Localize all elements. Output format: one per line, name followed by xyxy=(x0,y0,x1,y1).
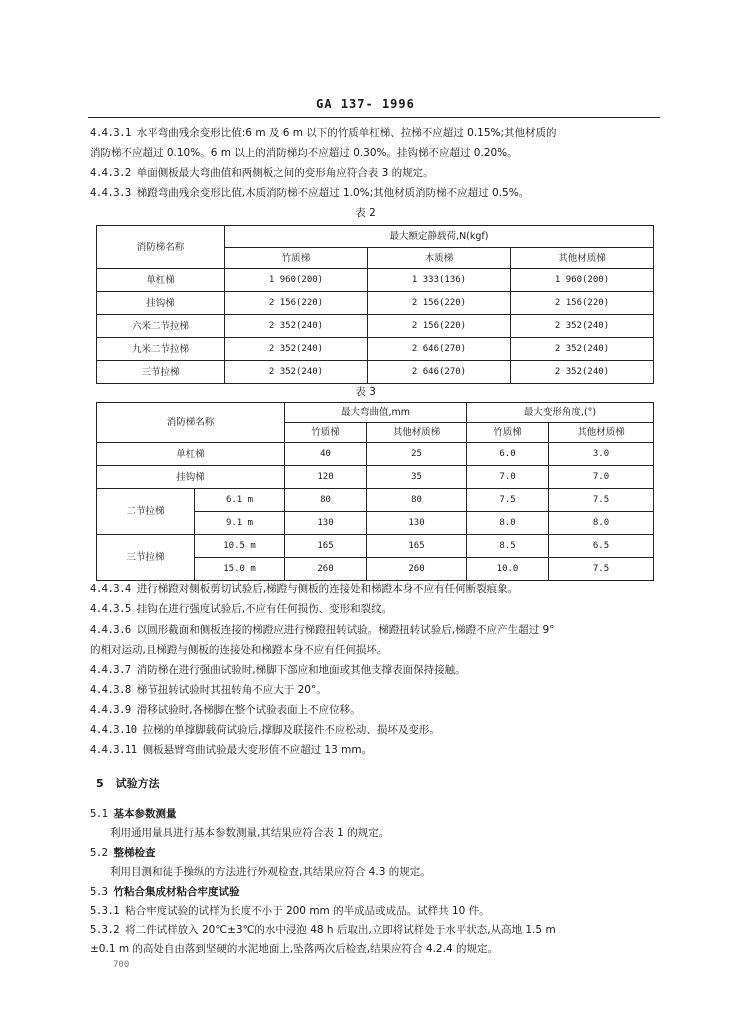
cell: 3.0 xyxy=(549,443,654,466)
cell: 1 333(136) xyxy=(368,269,511,292)
table-row xyxy=(97,466,654,489)
clause-5-3-2: 5.3.2 将二件试样放入 20℃±3℃的水中浸泡 48 h 后取出,立即将试样处于水平状态,从高地 1.5 m xyxy=(90,924,556,936)
cell: 6.5 xyxy=(549,535,654,558)
cell: 35 xyxy=(367,466,467,489)
table-row xyxy=(97,269,654,292)
clause-5-3-1: 5.3.1 粘合牢度试验的试样为长度不小于 200 mm 的半成品或成品。试样共 10 件。 xyxy=(90,905,490,917)
cell: 80 xyxy=(285,489,367,512)
row-sublabel: 6.1 m xyxy=(195,489,285,512)
table3-col-name: 消防梯名称 xyxy=(97,403,285,443)
table-3 xyxy=(96,402,654,581)
row-sublabel: 10.5 m xyxy=(195,535,285,558)
table2-subcol: 竹质梯 xyxy=(225,248,368,269)
cell: 2 352(240) xyxy=(511,315,654,338)
table-row xyxy=(97,338,654,361)
cell: 165 xyxy=(285,535,367,558)
cell: 2 156(220) xyxy=(511,292,654,315)
cell: 2 352(240) xyxy=(511,338,654,361)
clause-5-1: 5.1 基本参数测量 xyxy=(90,808,177,820)
cell: 8.0 xyxy=(467,512,549,535)
row-label: 九米二节拉梯 xyxy=(97,338,225,361)
table-row xyxy=(97,535,654,558)
cell: 2 646(270) xyxy=(368,361,511,384)
clause-5-3-2-cont: ±0.1 m 的高处自由落到坚硬的水泥地面上,坠落两次后检查,结果应符合 4.2.4 的规定。 xyxy=(90,943,498,955)
clause-4-4-3-9: 4.4.3.9 滑移试验时,各梯脚在整个试验表面上不应位移。 xyxy=(90,704,361,716)
row-group-label: 三节拉梯 xyxy=(97,535,195,581)
cell: 260 xyxy=(367,558,467,581)
clause-5-3: 5.3 竹粘合集成材粘合牢度试验 xyxy=(90,886,240,898)
cell: 8.5 xyxy=(467,535,549,558)
row-sublabel: 9.1 m xyxy=(195,512,285,535)
table-2 xyxy=(96,225,654,384)
cell: 2 156(220) xyxy=(368,315,511,338)
row-label: 挂钩梯 xyxy=(97,466,285,489)
row-label: 三节拉梯 xyxy=(97,361,225,384)
cell: 260 xyxy=(285,558,367,581)
page-number: 700 xyxy=(113,960,130,970)
table2-subcol: 木质梯 xyxy=(368,248,511,269)
table3-subcol: 竹质梯 xyxy=(285,423,367,443)
table3-subcol: 竹质梯 xyxy=(467,423,549,443)
clause-5-2-body: 利用目测和徒手操纵的方法进行外观检查,其结果应符合 4.3 的规定。 xyxy=(110,866,431,878)
cell: 10.0 xyxy=(467,558,549,581)
cell: 2 156(220) xyxy=(225,292,368,315)
row-group-label: 二节拉梯 xyxy=(97,489,195,535)
cell: 7.0 xyxy=(549,466,654,489)
section-heading: 5 试验方法 xyxy=(96,777,160,790)
cell: 7.5 xyxy=(467,489,549,512)
table-row xyxy=(97,315,654,338)
row-label: 六米二节拉梯 xyxy=(97,315,225,338)
clause-5-2: 5.2 整梯检查 xyxy=(90,847,156,859)
cell: 40 xyxy=(285,443,367,466)
cell: 130 xyxy=(285,512,367,535)
cell: 2 352(240) xyxy=(225,361,368,384)
clause-4-4-3-4: 4.4.3.4 进行梯蹬对侧板剪切试验后,梯蹬与侧板的连接处和梯蹬本身不应有任何断裂痕象。 xyxy=(90,583,519,595)
clause-4-4-3-1: 4.4.3.1 水平弯曲残余变形比值:6 m 及 6 m 以下的竹质单杠梯、拉梯不应超过 0.15%;其他材质的 xyxy=(90,127,557,139)
clause-4-4-3-2: 4.4.3.2 单面侧板最大弯曲值和两侧板之间的变形角应符合表 3 的规定。 xyxy=(90,167,434,179)
clause-4-4-3-10: 4.4.3.10 拉梯的单撑脚载荷试验后,撑脚及联接件不应松动、损坏及变形。 xyxy=(90,724,440,736)
cell: 120 xyxy=(285,466,367,489)
row-label: 单杠梯 xyxy=(97,269,225,292)
row-label: 挂钩梯 xyxy=(97,292,225,315)
standard-code-header: GA 137- 1996 xyxy=(316,97,415,111)
table-row xyxy=(97,489,654,512)
cell: 80 xyxy=(367,489,467,512)
cell: 2 156(220) xyxy=(368,292,511,315)
clause-4-4-3-7: 4.4.3.7 消防梯在进行强曲试验时,梯脚下部应和地面或其他支撑表面保持接触。 xyxy=(90,664,466,676)
row-label: 单杠梯 xyxy=(97,443,285,466)
cell: 7.5 xyxy=(549,489,654,512)
cell: 130 xyxy=(367,512,467,535)
table3-caption: 表 3 xyxy=(355,386,376,398)
table2-col-name: 消防梯名称 xyxy=(97,226,225,269)
cell: 2 352(240) xyxy=(225,315,368,338)
clause-4-4-3-6: 4.4.3.6 以圆形截面和侧板连接的梯蹬应进行梯蹬扭转试验。梯蹬扭转试验后,梯蹬不应产生超过 9° xyxy=(90,624,555,636)
table-row xyxy=(97,443,654,466)
cell: 2 352(240) xyxy=(225,338,368,361)
cell: 25 xyxy=(367,443,467,466)
table-row xyxy=(97,292,654,315)
clause-4-4-3-11: 4.4.3.11 侧板悬臂弯曲试验最大变形值不应超过 13 mm。 xyxy=(90,744,373,756)
cell: 1 960(200) xyxy=(225,269,368,292)
cell: 2 352(240) xyxy=(511,361,654,384)
clause-4-4-3-3: 4.4.3.3 梯蹬弯曲残余变形比值,木质消防梯不应超过 1.0%;其他材质消防梯不应超过 0.5%。 xyxy=(90,187,530,199)
clause-4-4-3-8: 4.4.3.8 梯节扭转试验时其扭转角不应大于 20°。 xyxy=(90,684,327,696)
table3-group2-header: 最大变形角度,(°) xyxy=(467,403,654,423)
row-sublabel: 15.0 m xyxy=(195,558,285,581)
table3-group1-header: 最大弯曲值,mm xyxy=(285,403,467,423)
table3-subcol: 其他材质梯 xyxy=(367,423,467,443)
table2-subcol: 其他材质梯 xyxy=(511,248,654,269)
clause-4-4-3-6-cont: 的相对运动,且梯蹬与侧板的连接处和梯蹬本身不应有任何损坏。 xyxy=(90,644,388,656)
cell: 7.0 xyxy=(467,466,549,489)
cell: 165 xyxy=(367,535,467,558)
header-rule xyxy=(88,117,660,118)
clause-5-1-body: 利用通用量具进行基本参数测量,其结果应符合表 1 的规定。 xyxy=(110,827,390,839)
cell: 8.0 xyxy=(549,512,654,535)
table-row xyxy=(97,361,654,384)
table2-group-header: 最大额定静载荷,N(kgf) xyxy=(225,226,654,248)
cell: 7.5 xyxy=(549,558,654,581)
table2-caption: 表 2 xyxy=(355,207,376,219)
cell: 6.0 xyxy=(467,443,549,466)
clause-4-4-3-5: 4.4.3.5 挂钩在进行强度试验后,不应有任何损伤、变形和裂纹。 xyxy=(90,603,393,615)
cell: 1 960(200) xyxy=(511,269,654,292)
cell: 2 646(270) xyxy=(368,338,511,361)
clause-4-4-3-1-cont: 消防梯不应超过 0.10%。6 m 以上的消防梯均不应超过 0.30%。挂钩梯不应超过 0.20%。 xyxy=(90,147,518,159)
table3-subcol: 其他材质梯 xyxy=(549,423,654,443)
